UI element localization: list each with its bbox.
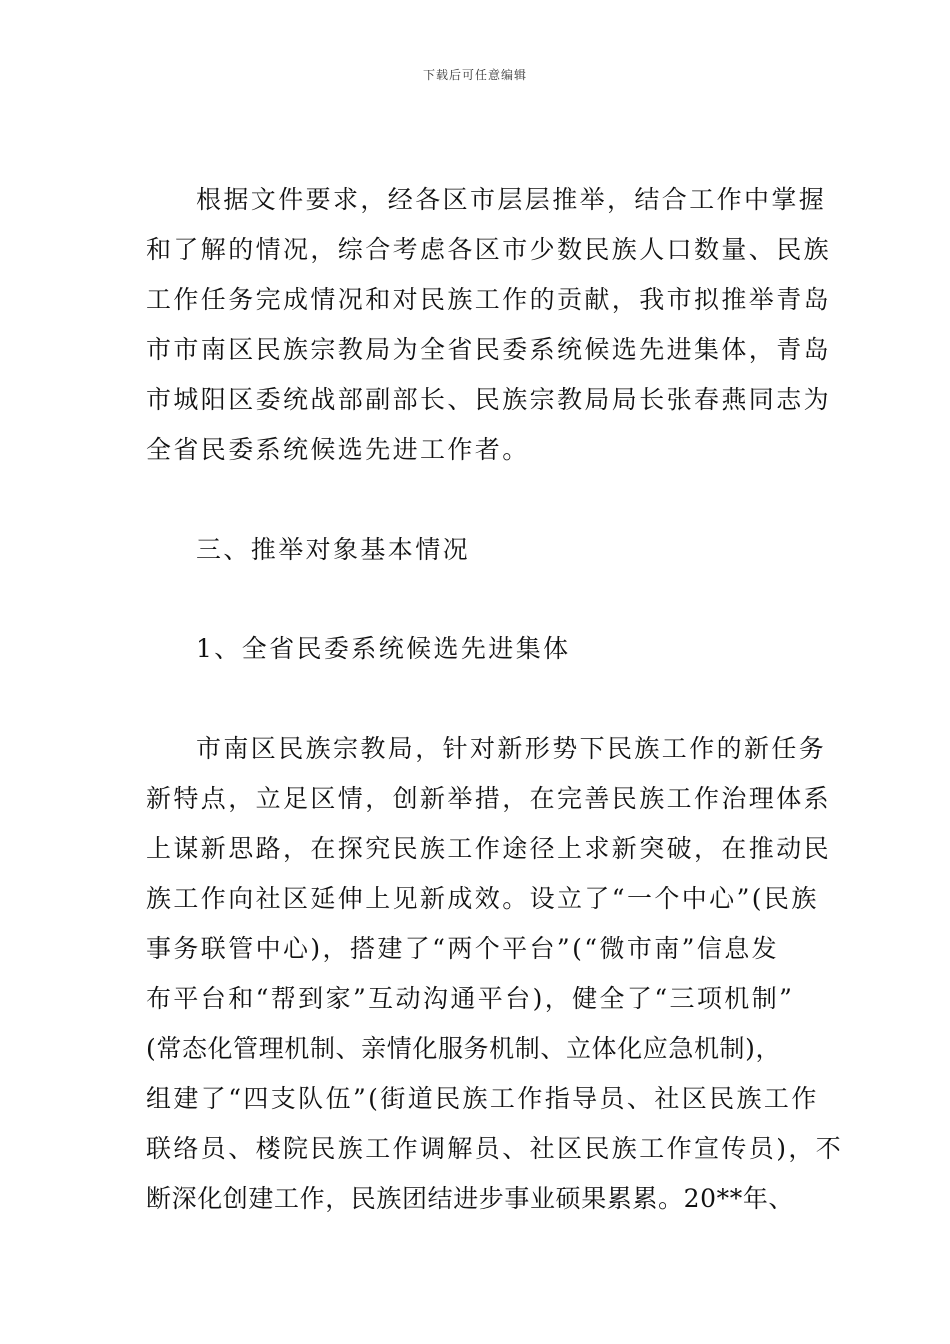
body-line: 市市南区民族宗教局为全省民委系统候选先进集体，青岛: [146, 335, 832, 364]
body-line: 市城阳区委统战部副部长、民族宗教局局长张春燕同志为: [146, 385, 832, 414]
body-line: 布平台和“帮到家”互动沟通平台)，健全了“三项机制”: [146, 984, 795, 1013]
body-line: 断深化创建工作，民族团结进步事业硕果累累。20**年、: [146, 1184, 795, 1213]
body-line: 联络员、楼院民族工作调解员、社区民族工作宣传员)，不: [146, 1134, 844, 1163]
body-line: 市南区民族宗教局，针对新形势下民族工作的新任务: [196, 734, 827, 763]
body-line: 根据文件要求，经各区市层层推举，结合工作中掌握: [196, 185, 827, 214]
body-line: 工作任务完成情况和对民族工作的贡献，我市拟推举青岛: [146, 285, 832, 314]
body-line: 新特点，立足区情，创新举措，在完善民族工作治理体系: [146, 784, 832, 813]
body-line: 全省民委系统候选先进工作者。: [146, 435, 530, 464]
body-line: 事务联管中心)，搭建了“两个平台”(“微市南”信息发: [146, 934, 780, 963]
subsection-heading: 1、全省民委系统候选先进集体: [196, 634, 571, 663]
section-heading: 三、推举对象基本情况: [196, 535, 471, 564]
body-line: 上谋新思路，在探究民族工作途径上求新突破，在推动民: [146, 834, 832, 863]
body-line: 和了解的情况，综合考虑各区市少数民族人口数量、民族: [146, 235, 832, 264]
body-line: 族工作向社区延伸上见新成效。设立了“一个中心”(民族: [146, 884, 819, 913]
body-line: 组建了“四支队伍”(街道民族工作指导员、社区民族工作: [146, 1084, 819, 1113]
body-line: (常态化管理机制、亲情化服务机制、立体化应急机制)，: [146, 1034, 782, 1063]
page-header: 下载后可任意编辑: [422, 68, 527, 82]
